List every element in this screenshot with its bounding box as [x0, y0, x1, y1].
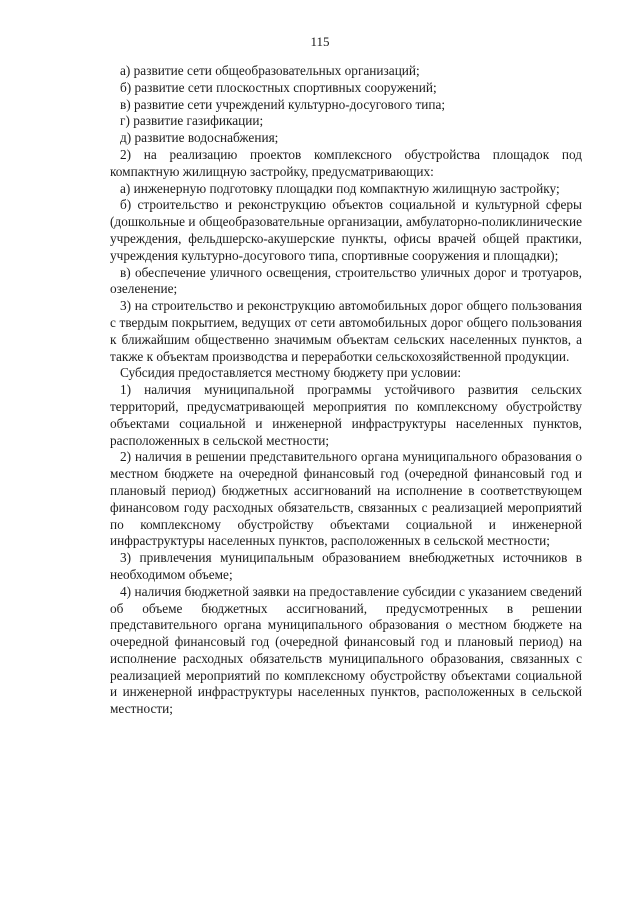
paragraph: д) развитие водоснабжения; — [120, 130, 279, 146]
paragraph: в) обеспечение уличного освещения, строительство уличных дорог и тротуаров, озеленение; — [110, 264, 582, 297]
paragraph: Субсидия предоставляется местному бюджету при условии: — [120, 365, 462, 381]
paragraph: 3) на строительство и реконструкцию автомобильных дорог общего пользования с твердым покрытием, ведущих от сети автомобильных дорог общего пользования к ближайшим общественно значимым объектам сельских населенных пунктов, а также к объектам производства и переработки сельскохозяйственной продукции. — [110, 298, 582, 364]
paragraph: а) инженерную подготовку площадки под компактную жилищную застройку; — [120, 180, 560, 196]
paragraph: в) развитие сети учреждений культурно-досугового типа; — [120, 96, 446, 112]
document-body — [110, 63, 582, 718]
paragraph: б) строительство и реконструкцию объектов социальной и культурной сферы (дошкольные и общеобразовательные организации, амбулаторно-поликлинические учреждения, фельдшерско-акушерские пункты, офисы врачей общей практики, учреждения культурно-досугового типа, спортивные сооружения и площадки); — [110, 197, 582, 263]
paragraph: 1) наличия муниципальной программы устойчивого развития сельских территорий, предусматривающей мероприятия по комплексному обустройству объектами социальной и инженерной инфраструктуры населенных пунктов, расположенных в сельской местности; — [110, 382, 582, 448]
page-number: 115 — [310, 34, 330, 49]
paragraph: г) развитие газификации; — [120, 113, 264, 129]
paragraph: а) развитие сети общеобразовательных организаций; — [120, 63, 420, 78]
paragraph: 2) наличия в решении представительного органа муниципального образования о местном бюджете на очередной финансовый год (очередной финансовый год и плановый период) бюджетных ассигнований на исполнение в соответствующем финансовом году расходных обязательств, связанных с реализацией мероприятий по комплексному обустройству объектами социальной и инженерной инфраструктуры населенных пунктов, расположенных в сельской местности; — [110, 449, 582, 549]
paragraph: 4) наличия бюджетной заявки на предоставление субсидии с указанием сведений об объеме бюджетных ассигнований, предусмотренных в решении представительного органа муниципального образования о местном бюджете на очередной финансовый год (очередной финансовый год и плановый период) на исполнение расходных обязательств муниципального образования, связанных с реализацией мероприятий по комплексному обустройству объектами социальной и инженерной инфраструктуры населенных пунктов, расположенных в сельской местности; — [110, 583, 582, 717]
paragraph: 3) привлечения муниципальным образованием внебюджетных источников в необходимом объеме; — [110, 550, 582, 582]
paragraph: 2) на реализацию проектов комплексного обустройства площадок под компактную жилищную застройку, предусматривающих: — [110, 146, 582, 179]
paragraph: б) развитие сети плоскостных спортивных сооружений; — [120, 79, 437, 95]
